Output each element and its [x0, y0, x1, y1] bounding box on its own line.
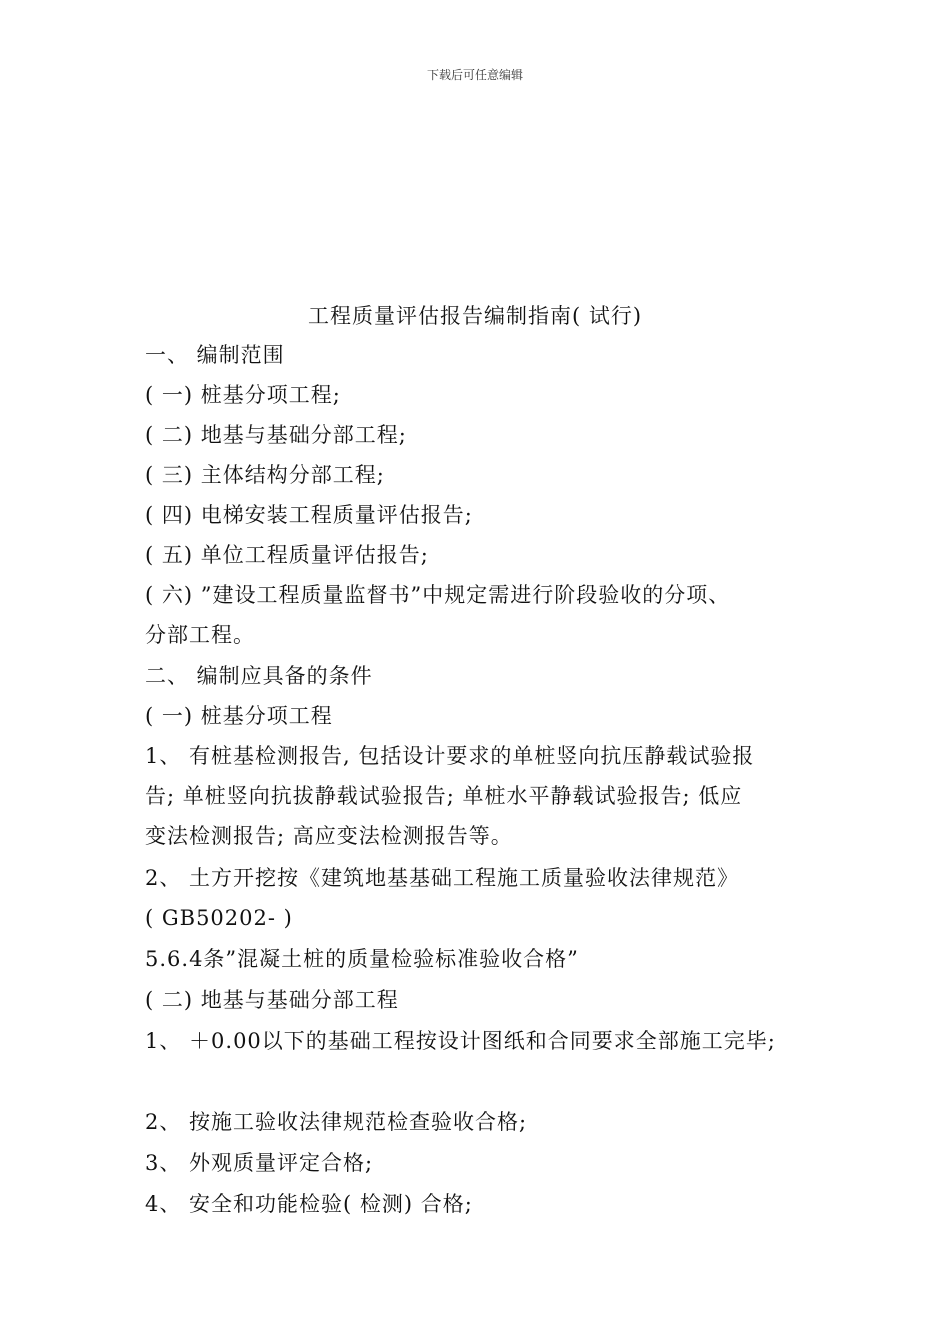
body-line: 1、 有桩基检测报告, 包括设计要求的单桩竖向抗压静载试验报 [145, 744, 755, 768]
page-header-note: 下载后可任意编辑 [426, 68, 523, 82]
body-line: 5.6.4条”混凝土桩的质量检验标准验收合格” [145, 947, 579, 971]
body-line: ( 五) 单位工程质量评估报告; [145, 543, 429, 567]
section-heading: 二、 编制应具备的条件 [145, 664, 373, 688]
body-line: 4、 安全和功能检验( 检测) 合格; [145, 1192, 473, 1216]
body-line: 1、 ＋0.00以下的基础工程按设计图纸和合同要求全部施工完毕; [145, 1029, 776, 1053]
body-line: 3、 外观质量评定合格; [145, 1151, 374, 1175]
body-line: 告; 单桩竖向抗拔静载试验报告; 单桩水平静载试验报告; 低应 [145, 784, 743, 808]
section-heading: 一、 编制范围 [145, 343, 285, 367]
document-title: 工程质量评估报告编制指南( 试行) [307, 304, 643, 328]
body-line: 2、 按施工验收法律规范检查验收合格; [145, 1110, 528, 1134]
body-line: 分部工程。 [145, 623, 255, 647]
body-line: ( 二) 地基与基础分部工程; [145, 423, 407, 447]
body-line: 变法检测报告; 高应变法检测报告等。 [145, 824, 513, 848]
body-line: ( 二) 地基与基础分部工程 [145, 988, 399, 1012]
body-line: ( GB50202- ) [145, 906, 293, 930]
body-line: ( 六) ”建设工程质量监督书”中规定需进行阶段验收的分项、 [145, 583, 731, 607]
body-line: ( 四) 电梯安装工程质量评估报告; [145, 503, 473, 527]
body-line: 2、 土方开挖按《建筑地基基础工程施工质量验收法律规范》 [145, 866, 740, 890]
body-line: ( 一) 桩基分项工程 [145, 704, 333, 728]
body-line: ( 一) 桩基分项工程; [145, 383, 341, 407]
body-line: ( 三) 主体结构分部工程; [145, 463, 385, 487]
